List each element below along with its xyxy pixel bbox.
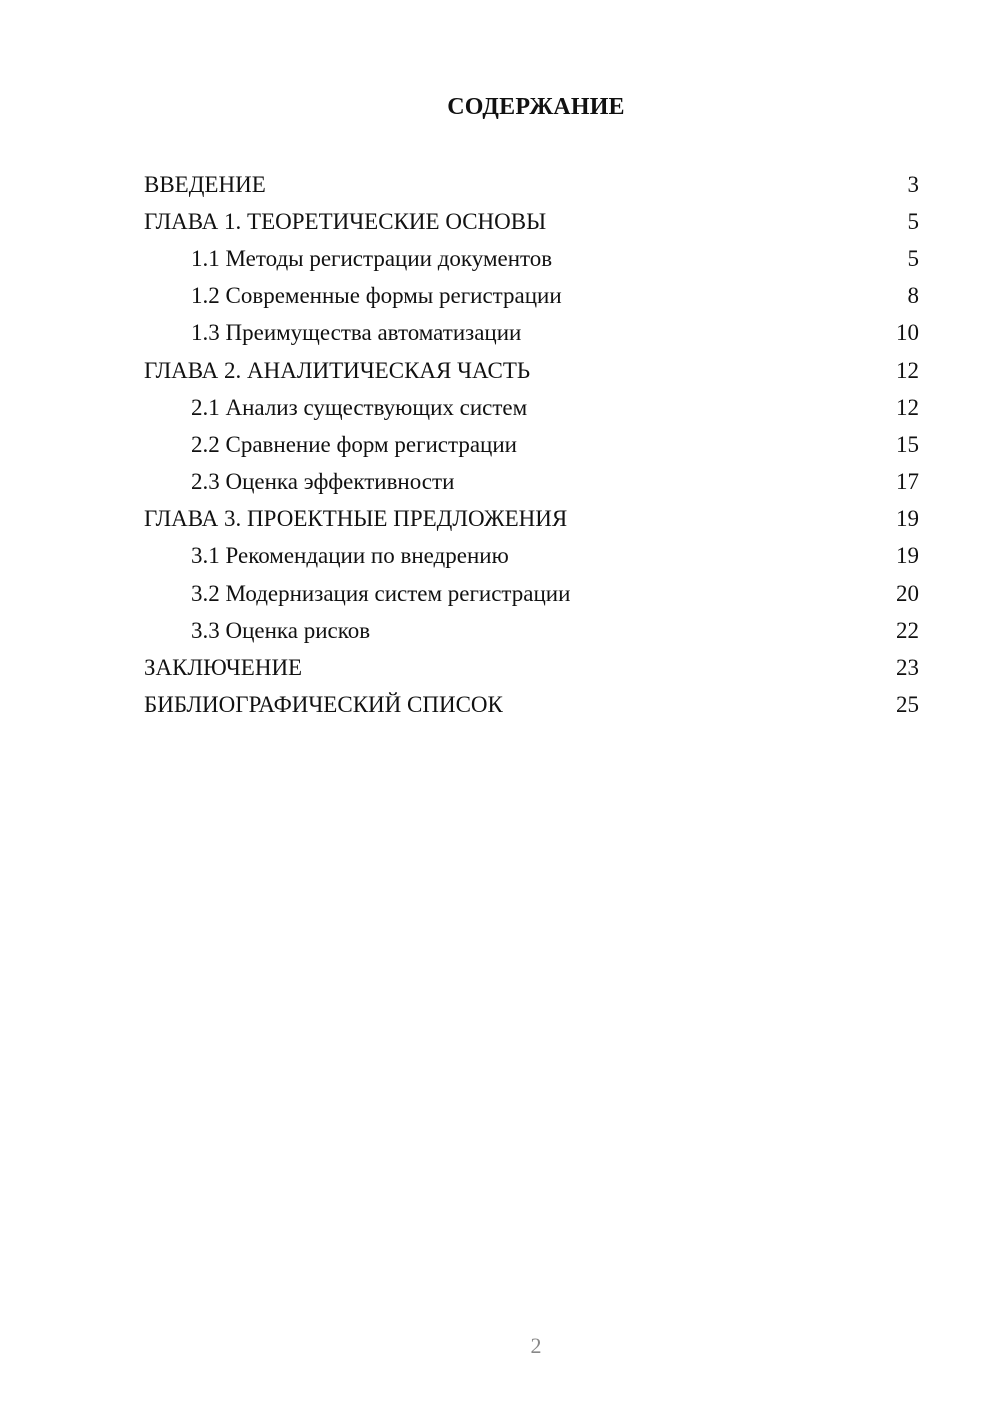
toc-entry-page: 20 (896, 580, 919, 606)
toc-entry-section-1-1[interactable] (144, 240, 919, 277)
toc-entry-section-1-2[interactable] (144, 278, 919, 315)
toc-entry-page: 17 (896, 469, 919, 495)
toc-entry-page: 15 (896, 431, 919, 457)
toc-entry-page: 25 (896, 692, 919, 718)
toc-entry-label: 1.3 Преимущества автоматизации (191, 320, 522, 346)
toc-entry-bibliography[interactable] (144, 687, 919, 724)
toc-entry-page: 23 (896, 655, 919, 681)
toc-entry-label: ВВЕДЕНИЕ (144, 171, 266, 197)
toc-entry-label: ГЛАВА 3. ПРОЕКТНЫЕ ПРЕДЛОЖЕНИЯ (144, 506, 568, 532)
toc-entry-chapter-1[interactable] (144, 203, 919, 240)
toc-entry-section-3-1[interactable] (144, 538, 919, 575)
toc-entry-page: 5 (907, 245, 919, 271)
toc-entry-chapter-3[interactable] (144, 501, 919, 538)
toc-entry-page: 3 (907, 171, 919, 197)
toc-entry-section-3-3[interactable] (144, 612, 919, 649)
toc-entry-page: 19 (896, 543, 919, 569)
toc-entry-page: 8 (907, 283, 919, 309)
toc-entry-chapter-2[interactable] (144, 352, 919, 389)
table-of-contents (144, 166, 919, 724)
toc-entry-page: 12 (896, 394, 919, 420)
toc-entry-label: 3.2 Модернизация систем регистрации (191, 580, 571, 606)
toc-entry-label: ГЛАВА 2. АНАЛИТИЧЕСКАЯ ЧАСТЬ (144, 357, 531, 383)
toc-entry-section-1-3[interactable] (144, 315, 919, 352)
toc-entry-label: 2.2 Сравнение форм регистрации (191, 431, 517, 457)
toc-entry-label: 2.3 Оценка эффективности (191, 469, 455, 495)
toc-entry-section-2-2[interactable] (144, 426, 919, 463)
toc-entry-section-2-1[interactable] (144, 389, 919, 426)
toc-entry-conclusion[interactable] (144, 649, 919, 686)
toc-entry-page: 19 (896, 506, 919, 532)
toc-entry-label: 1.1 Методы регистрации документов (191, 245, 553, 271)
toc-entry-label: 3.1 Рекомендации по внедрению (191, 543, 509, 569)
toc-entry-label: 1.2 Современные формы регистрации (191, 283, 562, 309)
toc-entry-page: 5 (907, 208, 919, 234)
toc-entry-label: ГЛАВА 1. ТЕОРЕТИЧЕСКИЕ ОСНОВЫ (144, 208, 547, 234)
toc-entry-label: БИБЛИОГРАФИЧЕСКИЙ СПИСОК (144, 692, 503, 718)
toc-entry-page: 22 (896, 617, 919, 643)
page-number: 2 (530, 1333, 542, 1358)
toc-entry-section-3-2[interactable] (144, 575, 919, 612)
toc-title: СОДЕРЖАНИЕ (447, 94, 625, 120)
toc-entry-section-2-3[interactable] (144, 464, 919, 501)
toc-entry-page: 12 (896, 357, 919, 383)
toc-entry-label: 3.3 Оценка рисков (191, 617, 371, 643)
toc-entry-label: ЗАКЛЮЧЕНИЕ (144, 655, 303, 681)
toc-entry-label: 2.1 Анализ существующих систем (191, 394, 528, 420)
toc-entry-introduction[interactable] (144, 166, 919, 203)
toc-entry-page: 10 (896, 320, 919, 346)
